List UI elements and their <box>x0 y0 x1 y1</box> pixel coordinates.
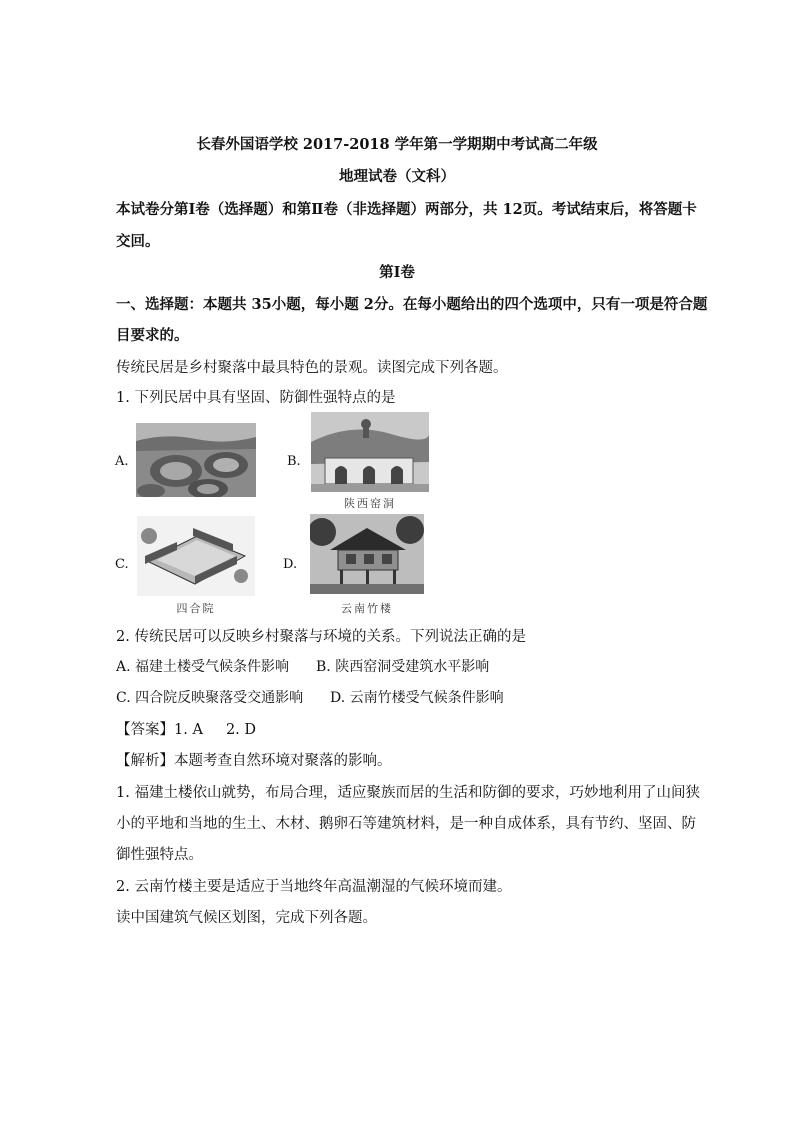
question-2-stem: 2. 传统民居可以反映乡村聚落与环境的关系。下列说法正确的是 <box>116 629 526 645</box>
question-2-option-b: B. 陕西窑洞受建筑水平影响 <box>316 659 490 675</box>
option-d-label: D. <box>283 557 298 572</box>
instruction-line-1: 一、选择题：本题共 35小题，每小题 2分。在每小题给出的四个选项中，只有一项是符合题 <box>116 296 708 313</box>
exam-subtitle: 地理试卷（文科） <box>339 168 455 185</box>
yaodong-photo <box>311 412 429 492</box>
section-heading: 第Ⅰ卷 <box>379 264 415 281</box>
passage-text: 传统民居是乡村聚落中最具特色的景观。读图完成下列各题。 <box>116 360 508 376</box>
option-c-label: C. <box>115 557 129 572</box>
question-2-option-d: D. 云南竹楼受气候条件影响 <box>330 690 504 706</box>
intro-line-1: 本试卷分第Ⅰ卷（选择题）和第Ⅱ卷（非选择题）两部分，共 12页。考试结束后，将答题卡 <box>116 201 697 218</box>
analysis-p1-line-3: 御性强特点。 <box>116 847 203 863</box>
zhulou-photo <box>310 514 424 594</box>
siheyuan-photo <box>137 516 255 596</box>
question-1-stem: 1. 下列民居中具有坚固、防御性强特点的是 <box>116 390 396 406</box>
exam-title: 长春外国语学校 2017-2018 学年第一学期期中考试高二年级 <box>196 136 598 153</box>
tulou-photo <box>136 423 256 497</box>
question-2-option-a: A. 福建土楼受气候条件影响 <box>116 659 290 675</box>
option-a-label: A. <box>115 454 129 469</box>
next-passage: 读中国建筑气候区划图，完成下列各题。 <box>116 910 377 926</box>
siheyuan-caption: 四合院 <box>176 602 216 615</box>
intro-line-2: 交回。 <box>116 233 160 250</box>
analysis-intro: 【解析】本题考查自然环境对聚落的影响。 <box>116 753 392 769</box>
instruction-line-2: 目要求的。 <box>116 327 189 344</box>
analysis-p1-line-1: 1. 福建土楼依山就势，布局合理，适应聚族而居的生活和防御的要求，巧妙地利用了山间狭 <box>116 785 700 801</box>
question-2-option-c: C. 四合院反映聚落受交通影响 <box>116 690 304 706</box>
answer-line: 【答案】1. A 2. D <box>116 722 257 738</box>
analysis-p2: 2. 云南竹楼主要是适应于当地终年高温潮湿的气候环境而建。 <box>116 879 512 895</box>
zhulou-caption: 云南竹楼 <box>341 602 393 615</box>
option-b-label: B. <box>287 454 301 469</box>
yaodong-caption: 陕西窑洞 <box>344 497 396 510</box>
analysis-p1-line-2: 小的平地和当地的生土、木材、鹅卵石等建筑材料，是一种自成体系，具有节约、坚固、防 <box>116 816 696 832</box>
